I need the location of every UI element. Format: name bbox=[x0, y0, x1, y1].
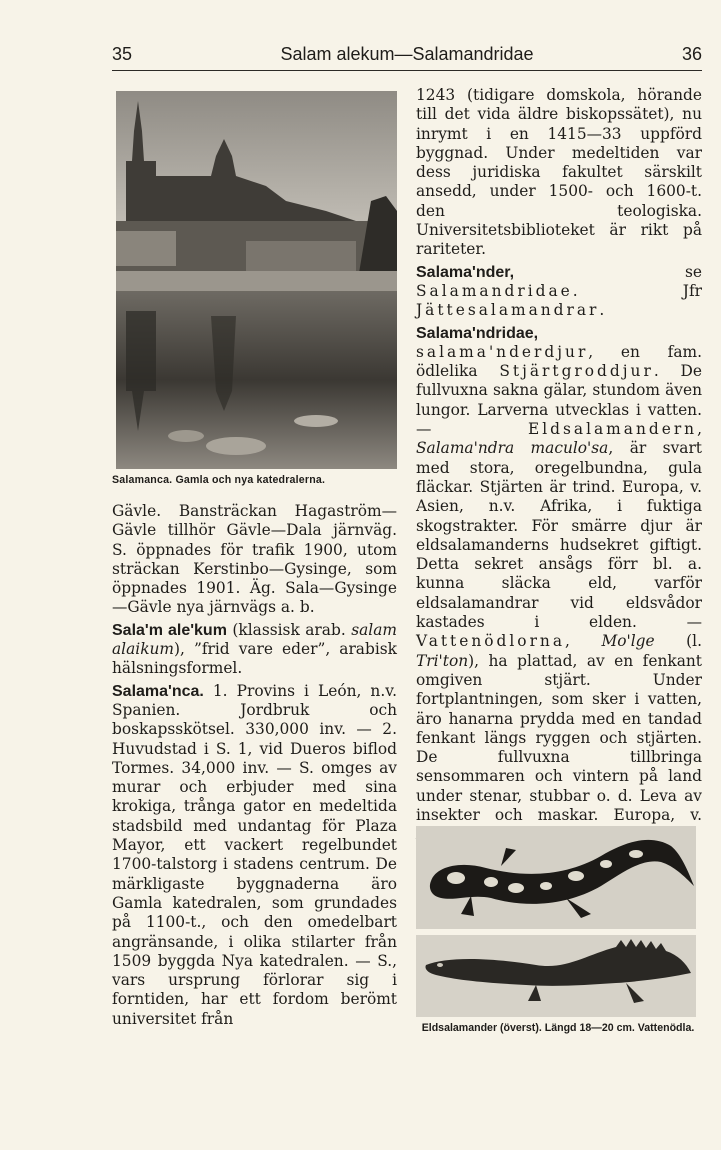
newt-drawing bbox=[416, 935, 696, 1017]
salamanca-photo-drawing bbox=[116, 91, 397, 469]
header-rule bbox=[112, 70, 702, 71]
left-column bbox=[112, 502, 397, 1029]
entry-salamandridae: Salama'ndridae, salama'nderdjur, en fam. ödlelika Stjärtgroddjur. De fullvuxna sakna gälar, stundom även lungor. Larverna utvecklas i vatten. — Eldsalamandern, Salama'ndra maculo'sa, är svart med stora, oregelbundna, gula fläckar. Stjärten är trind. Europa, v. Asien, n.v. Afrika, i fuktiga skogstrakter. För smärre djur är eldsalamanderns hudsekret giftigt. Detta sekret ansågs förr bl. a. kunna släcka eld, varför eldsalamandrar vid eldsvådor kastades i elden. — Vattenödlorna, Mo'lge (l. Tri'ton), ha plattad, av en fenkant omgiven stjärt. Under fortplantningen, som sker i vatten, äro hanarna prydda med en tandad fenkant längs ryggen och stjärten. De fullvuxna tillbringa sensommaren och vintern på land under stenar, stubbar o. d. Leva av insekter och maskar. Europa, v. bbox=[416, 324, 702, 824]
headword: Salama'nca. bbox=[112, 682, 204, 700]
headword: Salama'ndridae, bbox=[416, 324, 539, 342]
cross-reference: Salamandridae bbox=[416, 281, 573, 300]
headword: Salama'nder, bbox=[416, 263, 515, 281]
running-header bbox=[112, 42, 702, 68]
newt-photo bbox=[416, 935, 696, 1017]
figure-caption: Eldsalamander (överst). Längd 18—20 cm. Vattenödla. bbox=[421, 1022, 695, 1034]
entry-salam-alekum: Sala'm ale'kum (klassisk arab. salam alaikum), ”frid vare eder”, arabisk hälsningsformel. bbox=[112, 620, 397, 678]
entry-salamanca: Salama'nca. 1. Provins i León, n.v. Spanien. Jordbruk och boskapsskötsel. 330,000 inv. — 2. Huvudstad i S. 1, vid Dueros biflod Tormes. 34,000 inv. — S. omges av murar och erbjuder med sina krokiga, trånga gator en medeltida stadsbild med undantag för Plaza Mayor, ett vackert regelbundet 1700-talstorg i stadens centrum. De märkligaste byggnaderna äro Gamla katedralen, som grundades på 1100-t., och den omedelbart angränsande, i olika stilarter från 1509 byggda Nya katedralen. — S., vars ursprung förlorar sig i forntiden, har ett fordom berömt universitet från bbox=[112, 681, 397, 1028]
page-number-left: 35 bbox=[112, 44, 133, 64]
headword: Sala'm ale'kum bbox=[112, 621, 227, 639]
fire-salamander-drawing bbox=[416, 826, 696, 929]
right-column bbox=[416, 86, 702, 845]
page-title: Salam alekum—Salamandridae bbox=[280, 44, 534, 64]
cross-reference: Jättesalamandrar bbox=[416, 301, 600, 320]
page-number-right: 36 bbox=[681, 44, 702, 64]
salamanca-photo bbox=[116, 91, 397, 469]
continuation-paragraph: 1243 (tidigare domskola, hörande till det vida äldre biskopssätet), nu inrymt i en 1415—33 uppförd byggnad. Under medeltiden var dess juridiska fakultet särskilt ansedd, under 1500- och 1600-t. den teologiska. Universitetsbiblioteket är rikt på rariteter. bbox=[416, 86, 702, 259]
entry-salamander: Salama'nder, se Salamandridae. Jfr Jättesalamandrar. bbox=[416, 262, 702, 320]
photo-caption: Salamanca. Gamla och nya katedralerna. bbox=[112, 474, 326, 486]
gavle-paragraph: Gävle. Bansträckan Hagaström—Gävle tillhör Gävle—Dala järnväg. S. öppnades för trafik 1900, utom sträckan Kerstinbo—Gysinge, som öppnades 1901. Äg. Sala—Gysinge—Gävle nya järnvägs a. b. bbox=[112, 502, 397, 617]
fire-salamander-photo bbox=[416, 826, 696, 929]
